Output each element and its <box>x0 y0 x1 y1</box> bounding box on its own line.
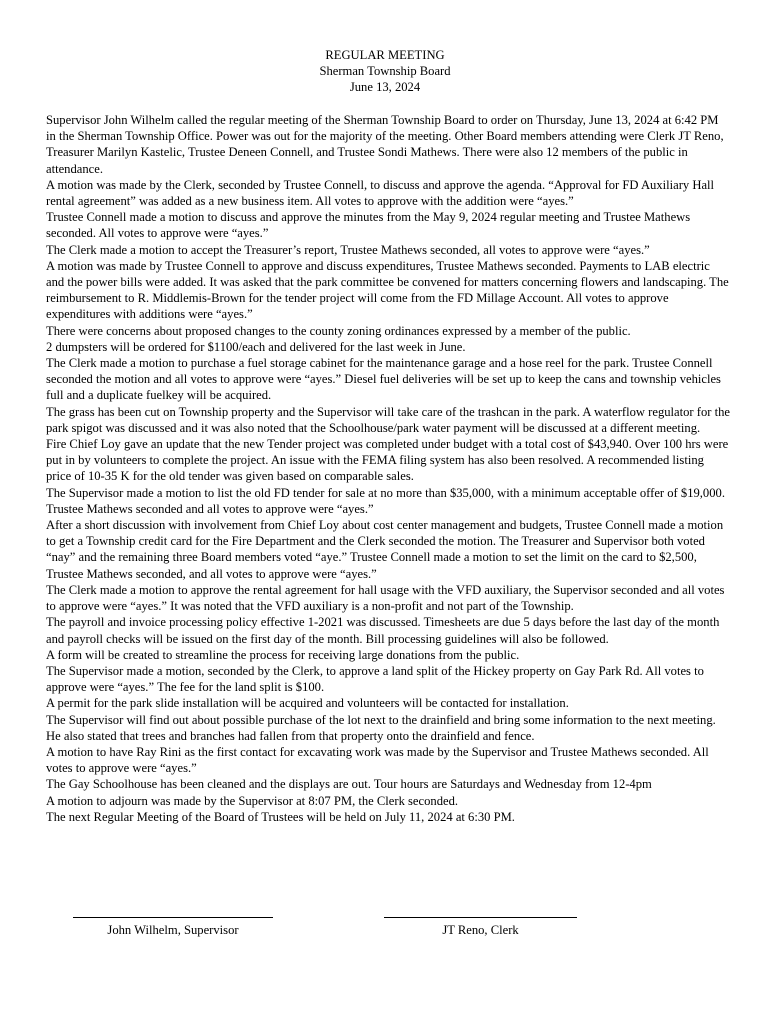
minutes-paragraph: The Clerk made a motion to approve the rental agreement for hall usage with the VFD auxiliary, the Supervisor seconded and all votes to approve were “ayes.” It was noted that the VFD auxiliary is a non-profit and not part of the Township. <box>46 582 725 614</box>
minutes-paragraph: The Supervisor will find out about possible purchase of the lot next to the drainfield and bring some information to the next meeting. He also stated that trees and branches had fallen from that property onto the drainfield and fence. <box>46 712 716 743</box>
minutes-body <box>46 112 730 825</box>
minutes-paragraph: There were concerns about proposed changes to the county zoning ordinances expressed by a member of the public. <box>46 323 631 338</box>
document-header <box>0 47 770 95</box>
minutes-paragraph: The Supervisor made a motion to list the old FD tender for sale at no more than $35,000, with a minimum acceptable offer of $19,000. Trustee Mathews seconded and all votes to approve were “ayes.” <box>46 485 725 516</box>
signature-name: JT Reno, Clerk <box>442 923 519 937</box>
minutes-paragraph: After a short discussion with involvement from Chief Loy about cost center management and budgets, Trustee Connell made a motion to get a Township credit card for the Fire Department and the Clerk seconded the motion. The Treasurer and Supervisor both voted “nay” and the remaining three Board members voted “aye.” Trustee Connell made a motion to set the limit on the card to $2,500, Trustee Mathews seconded, and all votes to approve were “ayes.” <box>46 518 724 581</box>
signature-block-clerk <box>384 917 577 938</box>
signature-line <box>73 917 273 918</box>
minutes-paragraph: The next Regular Meeting of the Board of Trustees will be held on July 11, 2024 at 6:30 PM. <box>46 809 515 824</box>
signature-name: John Wilhelm, Supervisor <box>107 923 239 937</box>
minutes-paragraph: The Gay Schoolhouse has been cleaned and the displays are out. Tour hours are Saturdays and Wednesday from 12-4pm <box>46 777 652 792</box>
board-name: Sherman Township Board <box>319 64 451 78</box>
minutes-paragraph: The Clerk made a motion to accept the Treasurer’s report, Trustee Mathews seconded, all votes to approve were “ayes.” <box>46 242 650 257</box>
meeting-title: REGULAR MEETING <box>325 48 445 62</box>
minutes-paragraph: A motion to adjourn was made by the Supervisor at 8:07 PM, the Clerk seconded. <box>46 793 459 808</box>
minutes-paragraph: The Clerk made a motion to purchase a fuel storage cabinet for the maintenance garage and a hose reel for the park. Trustee Connell seconded the motion and all votes to approve were “ayes.” Diesel fuel deliveries will be set up to keep the cans and township vehicles full and a duplicate fuelkey will be acquired. <box>46 356 721 403</box>
minutes-paragraph: A motion to have Ray Rini as the first contact for excavating work was made by the Supervisor and Trustee Mathews seconded. All votes to approve were “ayes.” <box>46 744 709 776</box>
minutes-paragraph: A motion was made by Trustee Connell to approve and discuss expenditures, Trustee Mathews seconded. Payments to LAB electric and the power bills were added. It was asked that the park committee be convened for matters concerning flowers and landscaping. The reimbursement to R. Middlemis-Brown for the tender project will come from the FD Millage Account. All votes to approve expenditures with additions were “ayes.” <box>46 258 729 322</box>
meeting-date: June 13, 2024 <box>349 80 421 94</box>
minutes-paragraph: A form will be created to streamline the process for receiving large donations from the public. <box>46 647 520 662</box>
minutes-paragraph: The payroll and invoice processing policy effective 1-2021 was discussed. Timesheets are due 5 days before the last day of the month and payroll checks will be issued on the first day of the month. Bill processing guidelines will also be followed. <box>46 615 720 646</box>
minutes-paragraph: A permit for the park slide installation will be acquired and volunteers will be contacted for installation. <box>46 696 569 711</box>
minutes-paragraph: Supervisor John Wilhelm called the regular meeting of the Sherman Township Board to order on Thursday, June 13, 2024 at 6:42 PM in the Sherman Township Office. Power was out for the majority of the meeting. Other Board members attending were Clerk JT Reno, Treasurer Marilyn Kastelic, Trustee Deneen Connell, and Trustee Sondi Mathews. There were also 12 members of the public in attendance. <box>46 113 724 176</box>
minutes-paragraph: The grass has been cut on Township property and the Supervisor will take care of the trashcan in the park. A waterflow regulator for the park spigot was discussed and it was also noted that the Schoolhouse/park water payment will be discussed at a different meeting. <box>46 404 730 435</box>
minutes-paragraph: Trustee Connell made a motion to discuss and approve the minutes from the May 9, 2024 regular meeting and Trustee Mathews seconded. All votes to approve were “ayes.” <box>46 210 691 241</box>
minutes-paragraph: Fire Chief Loy gave an update that the new Tender project was completed under budget with a total cost of $43,940. Over 100 hrs were put in by volunteers to complete the project. An issue with the FEMA filing system has also been resolved. A recommended listing price of 10-35 K for the old tender was given based on comparable sales. <box>46 437 729 484</box>
signature-block-supervisor <box>73 917 273 938</box>
minutes-paragraph: 2 dumpsters will be ordered for $1100/each and delivered for the last week in June. <box>46 339 466 354</box>
minutes-paragraph: A motion was made by the Clerk, seconded by Trustee Connell, to discuss and approve the agenda. “Approval for FD Auxiliary Hall rental agreement” was added as a new business item. All votes to approve with the addition were “ayes.” <box>46 177 715 209</box>
minutes-paragraph: The Supervisor made a motion, seconded by the Clerk, to approve a land split of the Hickey property on Gay Park Rd. All votes to approve were “ayes.” The fee for the land split is $100. <box>46 663 704 695</box>
signature-line <box>384 917 577 918</box>
